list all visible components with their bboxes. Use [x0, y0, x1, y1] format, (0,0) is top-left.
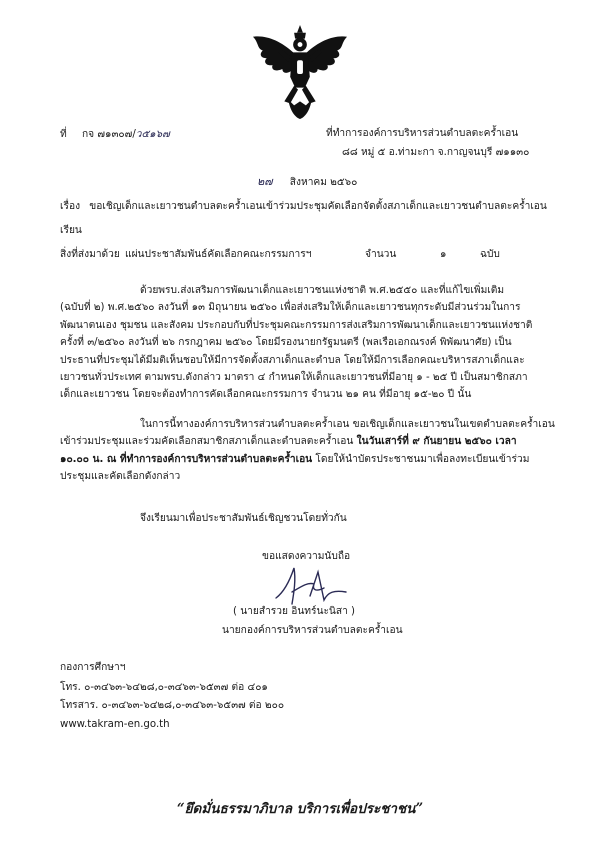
ref-handwritten: ว๕๑๖๗	[135, 129, 170, 140]
contact-phone: โทร. ๐-๓๔๖๓-๖๔๒๘,๐-๓๔๖๓-๖๕๓๗ ต่อ ๔๐๑	[60, 682, 268, 693]
ref-number: กจ ๗๑๓๐๗/	[81, 129, 136, 140]
paragraph-2-line	[60, 451, 548, 468]
ref-line	[60, 130, 170, 140]
paragraph-2-line: ในการนี้ทางองค์การบริหารส่วนตำบลตะคร้ำเอน ขอเชิญเด็กและเยาวชนในเขตตำบลตะคร้ำเอน	[140, 419, 555, 430]
paragraph-1-line: ด้วยพรบ.ส่งเสริมการพัฒนาเด็กและเยาวชนแห่งชาติ พ.ศ.๒๕๕๐ และที่แก้ไขเพิ่มเติม	[140, 285, 505, 296]
signer-name: ( นายสำรวย อินทร์นะนิสา )	[233, 606, 356, 617]
paragraph-1-line: เด็กและเยาวชน โดยจะต้องทำการคัดเลือกคณะกรรมการ จำนวน ๒๑ คน ที่มีอายุ ๑๕-๒๐ ปี นั้น	[60, 389, 472, 401]
subject-line	[60, 202, 547, 212]
paragraph-1-line: เยาวชนทั่วประเทศ ตามพรบ.ดังกล่าว มาตรา ๔ กำหนดให้เด็กและเยาวชนที่มีอายุ ๑ - ๒๕ ปี เป็นสมาชิกสภา	[60, 372, 528, 384]
paragraph-1-line: ครั้งที่ ๓/๒๕๖๐ ลงวันที่ ๒๖ กรกฎาคม ๒๕๖๐ โดยมีรองนายกรัฐมนตรี (พลเรือเอกณรงค์ พิพัฒนาศัย) เป็น	[60, 337, 512, 349]
paragraph-1	[60, 282, 548, 404]
paragraph-2-text: เข้าร่วมประชุมและร่วมคัดเลือกสมาชิกสภาเด็กและตำบลตะคร้ำเอน	[60, 436, 357, 448]
enclosure-count-label: จำนวน	[365, 249, 397, 260]
paragraph-3: จึงเรียนมาเพื่อประชาสัมพันธ์เชิญชวนโดยทั่วกัน	[140, 513, 347, 524]
office-name: ที่ทำการองค์การบริหารส่วนตำบลตะคร้ำเอน	[326, 128, 519, 139]
subject-text: ขอเชิญเด็กและเยาวชนตำบลตะคร้ำเอนเข้าร่วมประชุมคัดเลือกจัดตั้งสภาเด็กและเยาวชนตำบลตะคร้ำเอน	[89, 201, 547, 212]
meeting-time-place: ๑๐.๐๐ น. ณ ที่ทำการองค์การบริหารส่วนตำบลตะคร้ำเอน	[60, 453, 313, 465]
enclosure-count: ๑	[440, 249, 447, 260]
date-day: ๒๗	[257, 175, 273, 188]
handwritten-signature	[272, 562, 352, 610]
closing: ขอแสดงความนับถือ	[262, 551, 351, 562]
ref-label: ที่	[60, 129, 67, 140]
signer-position: นายกองค์การบริหารส่วนตำบลตะคร้ำเอน	[222, 625, 403, 636]
enclosure-item: แผ่นประชาสัมพันธ์คัดเลือกคณะกรรมการฯ	[125, 249, 312, 260]
paragraph-1-line: พัฒนาตนเอง ชุมชน และสังคม ประกอบกับที่ประชุมคณะกรรมการส่งเสริมการพัฒนาเด็กและเยาวชนแห่งชาติ	[60, 319, 533, 331]
office-address: ๘๘ หมู่ ๕ อ.ท่ามะกา จ.กาญจนบุรี ๗๑๑๓๐	[342, 147, 530, 158]
motto: “ยึดมั่นธรรมาภิบาล บริการเพื่อประชาชน”	[176, 801, 424, 817]
letter-date	[257, 176, 357, 188]
contact-fax: โทรสาร. ๐-๓๔๖๓-๖๔๒๘,๐-๓๔๖๓-๖๕๓๗ ต่อ ๒๐๐	[60, 700, 285, 711]
paragraph-2	[60, 416, 555, 486]
contact-division: กองการศึกษาฯ	[60, 662, 126, 673]
paragraph-2-line	[60, 433, 548, 450]
contact-website[interactable]: www.takram-en.go.th	[60, 719, 170, 730]
subject-label: เรื่อง	[60, 201, 81, 212]
meeting-date: ในวันเสาร์ที่ ๙ กันยายน ๒๕๖๐ เวลา	[356, 436, 517, 448]
recipient-label: เรียน	[60, 225, 82, 236]
paragraph-2-line: ประชุมและคัดเลือกดังกล่าว	[60, 471, 181, 483]
enclosure-line	[60, 250, 560, 260]
paragraph-1-line: ประธานที่ประชุมได้มีมติเห็นชอบให้มีการจัดตั้งสภาเด็กและตำบล โดยให้มีการเลือกคณะบริหารสภาเด็กและ	[60, 354, 525, 366]
paragraph-1-line: (ฉบับที่ ๒) พ.ศ.๒๕๖๐ ลงวันที่ ๑๓ มิถุนายน ๒๕๖๐ เพื่อส่งเสริมให้เด็กและเยาวชนทุกระดับมีส่วนร่วมในการ	[60, 302, 521, 314]
garuda-emblem	[251, 22, 349, 122]
enclosure-label: สิ่งที่ส่งมาด้วย	[60, 249, 120, 260]
enclosure-unit: ฉบับ	[480, 249, 500, 260]
paragraph-2-text: โดยให้นำบัตรประชาชนมาเพื่อลงทะเบียนเข้าร่วม	[312, 453, 530, 465]
date-month-year: สิงหาคม ๒๕๖๐	[289, 177, 358, 188]
